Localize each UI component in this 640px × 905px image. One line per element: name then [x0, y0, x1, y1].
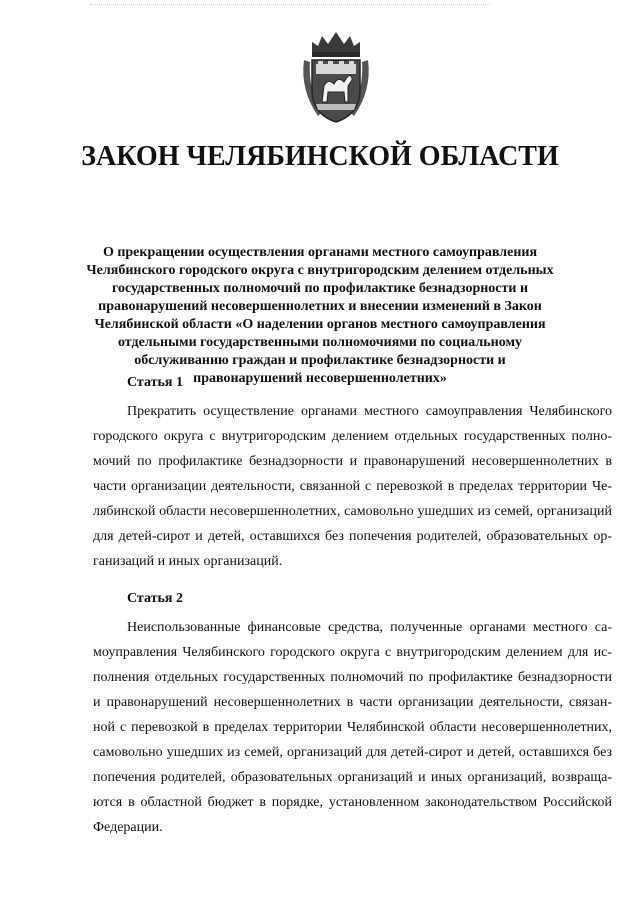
article-1-heading: Статья 1: [127, 375, 183, 390]
article-2-heading: Статья 2: [127, 591, 183, 606]
scan-artifact: [90, 4, 490, 8]
article-1-text: Прекратить осуществление органами местного самоуправления Челябинского городского округа с внутригородским делением отдельных государственных полномочий по профилактике безнадзорности и правонарушений несовершеннолетних в части организации деятельности, связанной с перевозкой в пределах территории Челябинской области несовершеннолетних, самовольно ушедших из семей, организаций для детей-сирот и детей, оставшихся без попечения родителей, образовательных организаций и иных организаций.: [93, 404, 612, 569]
chelyabinsk-coat-of-arms-icon: [298, 30, 374, 126]
document-heading: ЗАКОН ЧЕЛЯБИНСКОЙ ОБЛАСТИ: [81, 141, 559, 172]
law-title: О прекращении осуществления органами местного самоуправления Челябинского городского округа с внутригородским делением отдельных государственных полномочий по профилактике безнадзорности и правонарушений несовершеннолетних и внесении изменений в Закон Челябинской области «О наделении органов местного самоуправления отдельными государственными полномочиями по социальному обслуживанию граждан и профилактике безнадзорности и правонарушений несовершеннолетних»: [86, 245, 554, 386]
article-2-text: Неиспользованные финансовые средства, полученные органами местного самоуправления Челябинского городского округа с внутригородским делением для исполнения отдельных государственных полномочий по профилактике безнадзорности и правонарушений несовершеннолетних в части организации деятельности, связанной с перевозкой в пределах территории Челябинской области несовершеннолетних, самовольно ушедших из семей, организаций для детей-сирот и детей, оставшихся без попечения родителей, образовательных организаций и иных организаций, возвращаются в областной бюджет в порядке, установленном законодательством Российской Федерации.: [93, 620, 612, 835]
